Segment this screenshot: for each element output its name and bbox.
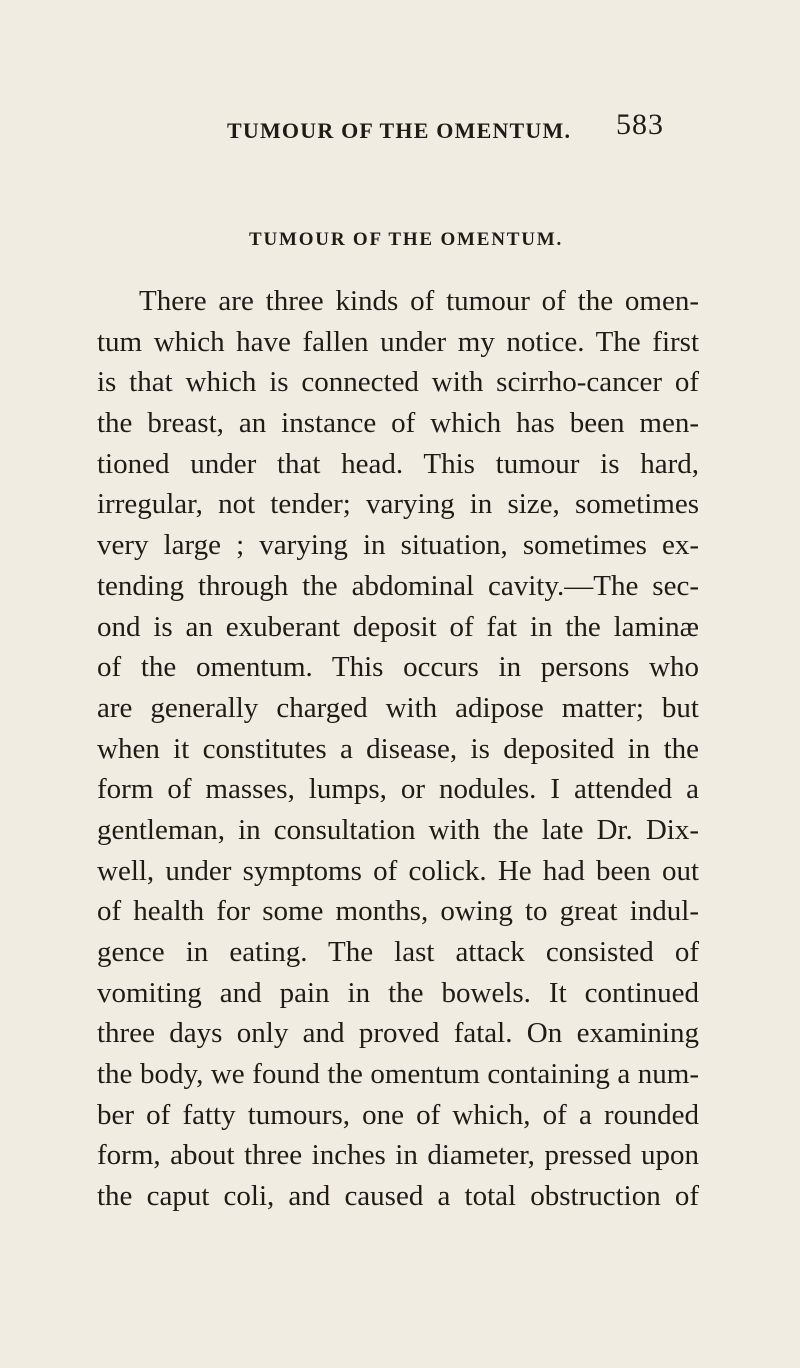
body-line: tending through the abdominal cavity.—The sec- bbox=[97, 569, 699, 602]
body-text bbox=[97, 281, 699, 1217]
body-line: are generally charged with adipose matter; but bbox=[97, 691, 699, 724]
body-line: very large ; varying in situation, sometimes ex- bbox=[97, 529, 699, 562]
body-line: form of masses, lumps, or nodules. I attended a bbox=[97, 773, 699, 806]
body-line: tum which have fallen under my notice. The first bbox=[97, 325, 699, 358]
body-line: three days only and proved fatal. On examining bbox=[97, 1017, 699, 1050]
body-line: gentleman, in consultation with the late Dr. Dix- bbox=[97, 813, 699, 846]
body-line: of health for some months, owing to great indul- bbox=[97, 895, 699, 928]
section-title: TUMOUR OF THE OMENTUM. bbox=[249, 229, 564, 250]
body-line: is that which is connected with scirrho-cancer of bbox=[97, 366, 699, 399]
body-line: ber of fatty tumours, one of which, of a rounded bbox=[97, 1098, 699, 1131]
body-line: vomiting and pain in the bowels. It continued bbox=[97, 976, 699, 1009]
body-line: the caput coli, and caused a total obstruction of bbox=[97, 1180, 699, 1213]
running-head: TUMOUR OF THE OMENTUM. bbox=[227, 118, 572, 143]
body-line: gence in eating. The last attack consisted of bbox=[97, 936, 699, 968]
body-line: form, about three inches in diameter, pressed upon bbox=[97, 1139, 699, 1172]
body-line: tioned under that head. This tumour is hard, bbox=[97, 447, 699, 480]
body-line: irregular, not tender; varying in size, sometimes bbox=[97, 488, 699, 521]
body-line: the breast, an instance of which has been men- bbox=[97, 407, 699, 440]
body-line: well, under symptoms of colick. He had been out bbox=[97, 854, 699, 887]
body-line: of the omentum. This occurs in persons who bbox=[97, 651, 699, 684]
page-number: 583 bbox=[616, 108, 664, 141]
body-line: when it constitutes a disease, is deposited in the bbox=[97, 732, 699, 765]
body-line: ond is an exuberant deposit of fat in the laminæ bbox=[97, 610, 699, 643]
body-line: the body, we found the omentum containing a num- bbox=[97, 1058, 699, 1091]
body-line: There are three kinds of tumour of the omen- bbox=[139, 285, 699, 317]
